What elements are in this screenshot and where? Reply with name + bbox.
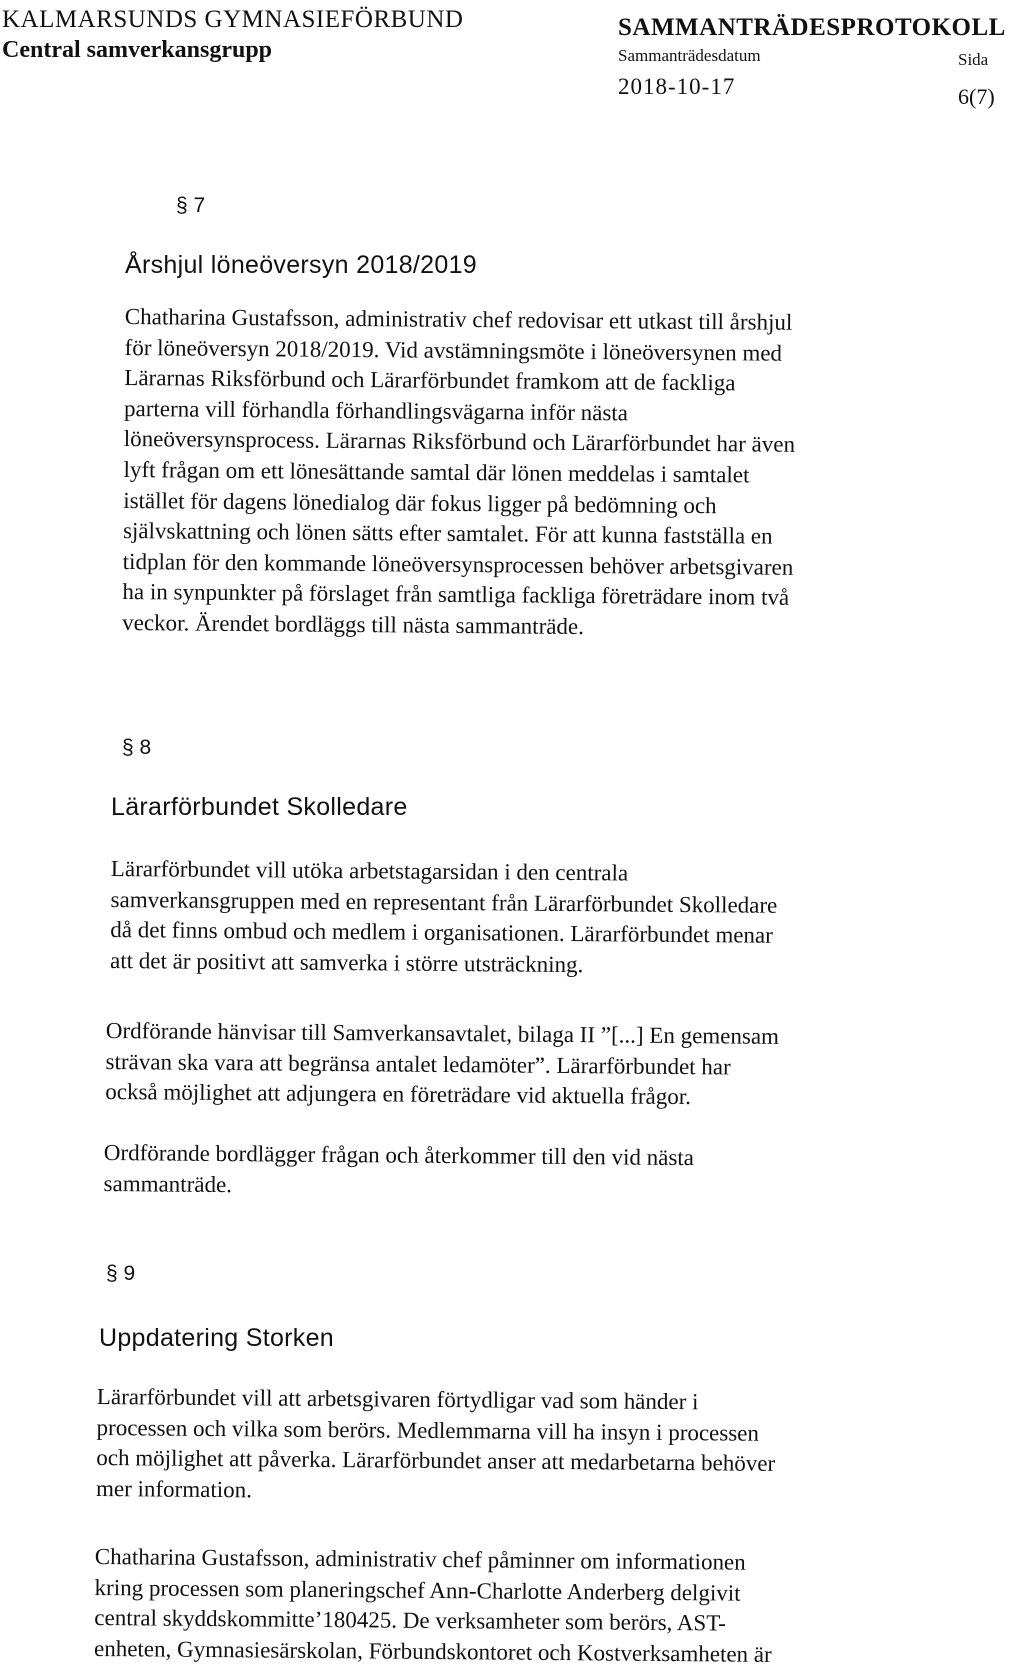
text-line: Lärarförbundet vill utöka arbetstagarsidan i den centrala <box>110 855 629 886</box>
page-number: 6(7) <box>958 84 995 109</box>
text-line: processen och vilka som berörs. Medlemmarna vill ha insyn i processen <box>96 1414 760 1446</box>
text-line: att det är positivt att samverka i större utsträckning. <box>109 947 584 977</box>
text-line: Chatharina Gustafsson, administrativ chef redovisar ett utkast till årshjul <box>124 303 793 335</box>
text-line: lyft frågan om ett lönesättande samtal där lönen meddelas i samtalet <box>123 456 750 488</box>
text-line: då det finns ombud och medlem i organisationen. Lärarförbundet menar <box>110 917 773 948</box>
section-9-number: § 9 <box>106 1262 136 1285</box>
text-line: och möjlighet att påverka. Lärarförbundet anser att medarbetarna behöver <box>96 1445 776 1477</box>
section-7-title: Årshjul löneöversyn 2018/2019 <box>125 251 477 279</box>
section-9-paragraph-2 <box>94 1542 773 1670</box>
text-line: central skyddskommitte’180425. De verksamheter som berörs, AST- <box>94 1605 726 1636</box>
text-line: för löneöversyn 2018/2019. Vid avstämningsmöte i löneöversynen med <box>124 334 783 366</box>
section-7-paragraph-1 <box>122 302 796 644</box>
text-line: strävan ska vara att begränsa antalet ledamöter”. Lärarförbundet har <box>105 1048 731 1080</box>
meeting-date: 2018-10-17 <box>618 74 736 99</box>
group-name: Central samverkansgrupp <box>2 37 273 63</box>
text-line: också möjlighet att adjungera en företrädare vid aktuella frågor. <box>105 1079 692 1110</box>
meeting-date-label: Sammanträdesdatum <box>618 46 761 65</box>
section-8-number: § 8 <box>122 736 152 759</box>
text-line: parterna vill förhandla förhandlingsvägarna inför nästa <box>123 395 629 426</box>
section-9-paragraph-1 <box>96 1382 776 1510</box>
text-line: istället för dagens lönedialog där fokus ligger på bedömning och <box>123 487 717 518</box>
text-line: Lärarnas Riksförbund och Lärarförbundet framkom att de fackliga <box>124 365 736 396</box>
section-8-title: Lärarförbundet Skolledare <box>111 793 408 821</box>
text-line: kring processen som planeringschef Ann-Charlotte Anderberg delgivit <box>94 1574 741 1606</box>
section-8-paragraph-3 <box>103 1138 694 1204</box>
text-line: Ordförande bordlägger frågan och återkommer till den vid nästa <box>103 1139 695 1171</box>
section-8-paragraph-1 <box>110 854 778 982</box>
text-line: sammanträde. <box>103 1170 233 1197</box>
text-line: samverkansgruppen med en representant från Lärarförbundet Skolledare <box>110 886 778 918</box>
section-8-paragraph-2 <box>105 1016 779 1114</box>
text-line: enheten, Gymnasiesärskolan, Förbundskontoret och Kostverksamheten är <box>93 1635 772 1667</box>
text-line: tidplan för den kommande löneöversynsprocessen behöver arbetsgivaren <box>122 548 794 580</box>
text-line: Chatharina Gustafsson, administrativ chef påminner om informationen <box>94 1543 746 1575</box>
text-line: Lärarförbundet vill att arbetsgivaren förtydligar vad som händer i <box>96 1383 699 1415</box>
text-line: veckor. Ärendet bordläggs till nästa sammanträde. <box>122 609 585 639</box>
page-label: Sida <box>958 50 989 69</box>
text-line: självskattning och lönen sätts efter samtalet. För att kunna fastställa en <box>122 518 773 549</box>
section-9-title: Uppdatering Storken <box>99 1324 335 1352</box>
text-line: löneöversynsprocess. Lärarnas Riksförbund och Lärarförbundet har även <box>123 426 796 458</box>
text-line: ha in synpunkter på förslaget från samtliga fackliga företrädare inom två <box>122 579 790 611</box>
text-line: mer information. <box>95 1475 253 1503</box>
text-line: Ordförande hänvisar till Samverkansavtalet, bilaga II ”[...] En gemensam <box>105 1017 780 1049</box>
document-type: SAMMANTRÄDESPROTOKOLL <box>618 14 1006 41</box>
organization-name: KALMARSUNDS GYMNASIEFÖRBUND <box>2 6 464 33</box>
section-7-number: § 7 <box>176 194 206 217</box>
